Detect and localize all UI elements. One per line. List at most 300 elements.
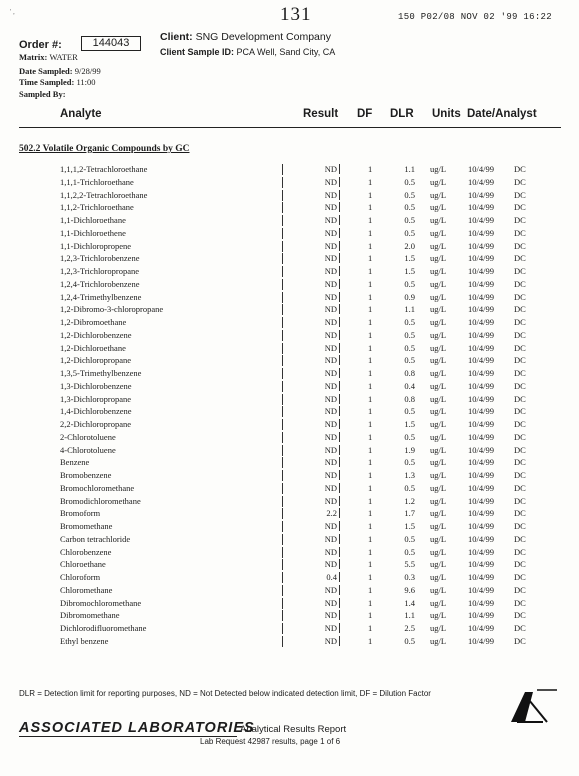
result-cell: ND bbox=[324, 291, 337, 302]
row-divider bbox=[282, 228, 283, 239]
df-cell: 1 bbox=[368, 291, 373, 302]
footnote: DLR = Detection limit for reporting purposes, ND = Not Detected below indicated detection limit, DF = Dilution Factor bbox=[19, 689, 431, 698]
table-row bbox=[0, 177, 579, 190]
analyst-cell: DC bbox=[514, 572, 526, 582]
dlr-cell: 1.5 bbox=[404, 253, 415, 264]
table-row bbox=[0, 610, 579, 623]
date-cell: 10/4/99 bbox=[468, 240, 494, 251]
result-divider bbox=[339, 177, 340, 187]
row-divider bbox=[282, 241, 283, 252]
df-cell: 1 bbox=[368, 521, 373, 531]
analyte-cell: Bromochloromethane bbox=[60, 482, 135, 493]
units-cell: ug/L bbox=[430, 572, 447, 582]
result-cell: ND bbox=[324, 495, 337, 506]
result-cell: ND bbox=[324, 431, 337, 442]
analyst-cell: DC bbox=[514, 482, 526, 493]
dlr-cell: 1.5 bbox=[404, 266, 415, 276]
matrix-label: Matrix: bbox=[19, 52, 48, 62]
analyte-cell: Benzene bbox=[60, 457, 90, 468]
row-divider bbox=[282, 496, 283, 507]
row-divider bbox=[282, 559, 283, 570]
row-divider bbox=[282, 266, 283, 277]
row-divider bbox=[282, 304, 283, 315]
result-cell: ND bbox=[324, 559, 337, 570]
units-cell: ug/L bbox=[430, 342, 447, 353]
analyst-cell: DC bbox=[514, 342, 526, 353]
date-cell: 10/4/99 bbox=[468, 266, 494, 276]
df-cell: 1 bbox=[368, 406, 373, 417]
result-cell: ND bbox=[324, 342, 337, 353]
date-cell: 10/4/99 bbox=[468, 457, 494, 468]
dlr-cell: 0.5 bbox=[404, 189, 415, 200]
analyte-cell: 1,1-Dichloropropene bbox=[60, 240, 132, 251]
dlr-cell: 2.0 bbox=[404, 240, 415, 251]
date-cell: 10/4/99 bbox=[468, 189, 494, 200]
df-cell: 1 bbox=[368, 393, 373, 404]
df-cell: 1 bbox=[368, 431, 373, 442]
table-row bbox=[0, 598, 579, 611]
analyst-cell: DC bbox=[514, 457, 526, 468]
date-cell: 10/4/99 bbox=[468, 482, 494, 493]
analyte-cell: 1,1,1-Trichloroethane bbox=[60, 176, 134, 187]
analyte-cell: 1,2,3-Trichlorobenzene bbox=[60, 253, 140, 264]
units-cell: ug/L bbox=[430, 610, 447, 621]
table-row bbox=[0, 190, 579, 203]
result-divider bbox=[339, 598, 340, 608]
analyte-cell: 1,1,1,2-Tetrachloroethane bbox=[60, 164, 148, 174]
time-sampled-line bbox=[19, 77, 96, 87]
date-sampled-value: 9/28/99 bbox=[74, 66, 101, 76]
result-cell: ND bbox=[324, 610, 337, 621]
table-row bbox=[0, 279, 579, 292]
analyst-cell: DC bbox=[514, 291, 526, 302]
table-row bbox=[0, 470, 579, 483]
analyst-cell: DC bbox=[514, 176, 526, 187]
units-cell: ug/L bbox=[430, 521, 447, 531]
result-cell: ND bbox=[324, 406, 337, 417]
units-cell: ug/L bbox=[430, 431, 447, 442]
row-divider bbox=[282, 177, 283, 188]
units-cell: ug/L bbox=[430, 368, 447, 378]
result-cell: ND bbox=[324, 202, 337, 213]
result-divider bbox=[339, 304, 340, 314]
analyte-cell: Chloroform bbox=[60, 572, 101, 582]
table-row bbox=[0, 483, 579, 496]
row-divider bbox=[282, 432, 283, 443]
dlr-cell: 0.5 bbox=[404, 227, 415, 238]
result-cell: ND bbox=[324, 278, 337, 289]
row-divider bbox=[282, 508, 283, 519]
analyte-cell: Chloromethane bbox=[60, 584, 113, 595]
table-row bbox=[0, 623, 579, 636]
dlr-cell: 0.8 bbox=[404, 393, 415, 404]
result-cell: ND bbox=[324, 457, 337, 468]
table-row bbox=[0, 381, 579, 394]
table-row bbox=[0, 228, 579, 241]
matrix-line bbox=[19, 52, 78, 62]
dlr-cell: 0.5 bbox=[404, 406, 415, 417]
dlr-cell: 1.9 bbox=[404, 444, 415, 455]
df-cell: 1 bbox=[368, 533, 373, 544]
analyte-cell: Bromobenzene bbox=[60, 470, 112, 480]
header-rule bbox=[19, 127, 561, 128]
page-number: 131 bbox=[280, 4, 312, 25]
date-cell: 10/4/99 bbox=[468, 559, 494, 570]
df-cell: 1 bbox=[368, 597, 373, 608]
table-row bbox=[0, 636, 579, 649]
dlr-cell: 1.2 bbox=[404, 495, 415, 506]
row-divider bbox=[282, 521, 283, 532]
df-cell: 1 bbox=[368, 189, 373, 200]
units-cell: ug/L bbox=[430, 355, 447, 366]
units-cell: ug/L bbox=[430, 393, 447, 404]
client-value: SNG Development Company bbox=[195, 31, 331, 43]
units-cell: ug/L bbox=[430, 597, 447, 608]
row-divider bbox=[282, 279, 283, 290]
row-divider bbox=[282, 292, 283, 303]
df-cell: 1 bbox=[368, 329, 373, 340]
result-cell: ND bbox=[324, 470, 337, 480]
df-cell: 1 bbox=[368, 253, 373, 264]
result-divider bbox=[339, 228, 340, 238]
result-cell: ND bbox=[324, 355, 337, 366]
analyte-cell: 1,2-Dichloropropane bbox=[60, 355, 132, 366]
row-divider bbox=[282, 368, 283, 379]
dlr-cell: 1.5 bbox=[404, 521, 415, 531]
analyst-cell: DC bbox=[514, 559, 526, 570]
analyst-cell: DC bbox=[514, 610, 526, 621]
df-cell: 1 bbox=[368, 164, 373, 174]
table-row bbox=[0, 368, 579, 381]
table-row bbox=[0, 343, 579, 356]
sampled-by-label: Sampled By: bbox=[19, 89, 66, 99]
analyte-cell: 1,3-Dichlorobenzene bbox=[60, 380, 132, 391]
table-row bbox=[0, 164, 579, 177]
units-cell: ug/L bbox=[430, 559, 447, 570]
result-divider bbox=[339, 241, 340, 251]
analyte-cell: 2-Chlorotoluene bbox=[60, 431, 116, 442]
result-divider bbox=[339, 559, 340, 569]
date-cell: 10/4/99 bbox=[468, 431, 494, 442]
result-cell: ND bbox=[324, 521, 337, 531]
result-divider bbox=[339, 483, 340, 493]
result-divider bbox=[339, 470, 340, 480]
result-cell: ND bbox=[324, 304, 337, 315]
dlr-cell: 0.5 bbox=[404, 176, 415, 187]
table-row bbox=[0, 253, 579, 266]
date-cell: 10/4/99 bbox=[468, 317, 494, 327]
analyte-cell: Bromomethane bbox=[60, 521, 113, 531]
result-divider bbox=[339, 343, 340, 353]
row-divider bbox=[282, 534, 283, 545]
analyst-cell: DC bbox=[514, 508, 526, 519]
date-cell: 10/4/99 bbox=[468, 278, 494, 289]
dlr-cell: 1.1 bbox=[404, 164, 415, 174]
scan-marks: ' , bbox=[10, 8, 15, 16]
df-cell: 1 bbox=[368, 635, 373, 646]
date-cell: 10/4/99 bbox=[468, 355, 494, 366]
analyst-cell: DC bbox=[514, 470, 526, 480]
analyst-cell: DC bbox=[514, 393, 526, 404]
result-divider bbox=[339, 534, 340, 544]
df-cell: 1 bbox=[368, 584, 373, 595]
df-cell: 1 bbox=[368, 623, 373, 633]
units-cell: ug/L bbox=[430, 508, 447, 519]
analyte-cell: 1,3,5-Trimethylbenzene bbox=[60, 368, 142, 378]
table-row bbox=[0, 547, 579, 560]
result-cell: ND bbox=[324, 329, 337, 340]
result-cell: ND bbox=[324, 584, 337, 595]
table-row bbox=[0, 304, 579, 317]
result-divider bbox=[339, 610, 340, 620]
row-divider bbox=[282, 457, 283, 468]
analyst-cell: DC bbox=[514, 253, 526, 264]
units-cell: ug/L bbox=[430, 635, 447, 646]
analyst-cell: DC bbox=[514, 227, 526, 238]
table-row bbox=[0, 432, 579, 445]
analyte-cell: Dichlorodifluoromethane bbox=[60, 623, 147, 633]
analyte-cell: Dibromochloromethane bbox=[60, 597, 142, 608]
analyte-cell: Chloroethane bbox=[60, 559, 106, 570]
units-cell: ug/L bbox=[430, 240, 447, 251]
units-cell: ug/L bbox=[430, 215, 447, 225]
units-cell: ug/L bbox=[430, 419, 447, 429]
analyst-cell: DC bbox=[514, 406, 526, 417]
result-divider bbox=[339, 406, 340, 416]
result-cell: ND bbox=[324, 368, 337, 378]
analyte-cell: Ethyl benzene bbox=[60, 635, 109, 646]
date-cell: 10/4/99 bbox=[468, 623, 494, 633]
dlr-cell: 0.5 bbox=[404, 635, 415, 646]
result-cell: ND bbox=[324, 533, 337, 544]
row-divider bbox=[282, 253, 283, 264]
df-cell: 1 bbox=[368, 470, 373, 480]
row-divider bbox=[282, 330, 283, 341]
df-cell: 1 bbox=[368, 610, 373, 621]
report-name: Analytical Results Report bbox=[240, 724, 347, 735]
row-divider bbox=[282, 394, 283, 405]
row-divider bbox=[282, 406, 283, 417]
result-cell: ND bbox=[324, 419, 337, 429]
units-cell: ug/L bbox=[430, 202, 447, 213]
row-divider bbox=[282, 610, 283, 621]
result-divider bbox=[339, 266, 340, 276]
units-cell: ug/L bbox=[430, 495, 447, 506]
result-divider bbox=[339, 572, 340, 582]
lab-request: Lab Request 42987 results, page 1 of 6 bbox=[200, 737, 341, 746]
dlr-cell: 0.3 bbox=[404, 572, 415, 582]
df-cell: 1 bbox=[368, 508, 373, 519]
analyte-cell: Chlorobenzene bbox=[60, 546, 112, 557]
analyst-cell: DC bbox=[514, 304, 526, 315]
result-divider bbox=[339, 368, 340, 378]
df-cell: 1 bbox=[368, 546, 373, 557]
analyst-cell: DC bbox=[514, 215, 526, 225]
dlr-cell: 1.3 bbox=[404, 470, 415, 480]
analyst-cell: DC bbox=[514, 164, 526, 174]
row-divider bbox=[282, 202, 283, 213]
result-cell: ND bbox=[324, 635, 337, 646]
dlr-cell: 0.5 bbox=[404, 457, 415, 468]
analyst-cell: DC bbox=[514, 584, 526, 595]
table-row bbox=[0, 355, 579, 368]
analyte-cell: 1,2,4-Trichlorobenzene bbox=[60, 278, 140, 289]
table-row bbox=[0, 394, 579, 407]
analyst-cell: DC bbox=[514, 623, 526, 633]
result-divider bbox=[339, 190, 340, 200]
units-cell: ug/L bbox=[430, 444, 447, 455]
date-cell: 10/4/99 bbox=[468, 215, 494, 225]
analyte-cell: 1,4-Dichlorobenzene bbox=[60, 406, 132, 417]
analyst-cell: DC bbox=[514, 202, 526, 213]
result-cell: ND bbox=[324, 546, 337, 557]
dlr-cell: 1.4 bbox=[404, 597, 415, 608]
order-number: 144043 bbox=[81, 36, 141, 51]
analyte-cell: 1,2-Dichloroethane bbox=[60, 342, 126, 353]
table-row bbox=[0, 521, 579, 534]
table-row bbox=[0, 457, 579, 470]
date-cell: 10/4/99 bbox=[468, 572, 494, 582]
analyst-cell: DC bbox=[514, 521, 526, 531]
result-cell: ND bbox=[324, 597, 337, 608]
column-header-date-analyst: Date/Analyst bbox=[467, 108, 537, 120]
units-cell: ug/L bbox=[430, 329, 447, 340]
df-cell: 1 bbox=[368, 368, 373, 378]
units-cell: ug/L bbox=[430, 176, 447, 187]
analyst-cell: DC bbox=[514, 495, 526, 506]
date-cell: 10/4/99 bbox=[468, 329, 494, 340]
df-cell: 1 bbox=[368, 227, 373, 238]
units-cell: ug/L bbox=[430, 253, 447, 264]
table-row bbox=[0, 330, 579, 343]
dlr-cell: 0.5 bbox=[404, 546, 415, 557]
lab-logo-icon bbox=[503, 686, 559, 726]
row-divider bbox=[282, 572, 283, 583]
dlr-cell: 0.5 bbox=[404, 278, 415, 289]
result-cell: ND bbox=[324, 253, 337, 264]
analyst-cell: DC bbox=[514, 635, 526, 646]
df-cell: 1 bbox=[368, 482, 373, 493]
row-divider bbox=[282, 317, 283, 328]
analyte-cell: 1,2-Dichlorobenzene bbox=[60, 329, 132, 340]
analyte-cell: 1,2-Dibromo-3-chloropropane bbox=[60, 304, 164, 315]
fax-header: 150 P02/08 NOV 02 '99 16:22 bbox=[398, 12, 552, 22]
date-cell: 10/4/99 bbox=[468, 419, 494, 429]
analyte-cell: Bromodichloromethane bbox=[60, 495, 141, 506]
result-divider bbox=[339, 585, 340, 595]
result-cell: 0.4 bbox=[326, 572, 337, 582]
column-header-df: DF bbox=[357, 108, 373, 120]
result-cell: ND bbox=[324, 164, 337, 174]
row-divider bbox=[282, 547, 283, 558]
units-cell: ug/L bbox=[430, 406, 447, 417]
table-row bbox=[0, 496, 579, 509]
result-divider bbox=[339, 445, 340, 455]
result-divider bbox=[339, 508, 340, 518]
units-cell: ug/L bbox=[430, 227, 447, 238]
result-divider bbox=[339, 317, 340, 327]
dlr-cell: 1.1 bbox=[404, 610, 415, 621]
date-cell: 10/4/99 bbox=[468, 380, 494, 391]
units-cell: ug/L bbox=[430, 623, 447, 633]
date-cell: 10/4/99 bbox=[468, 444, 494, 455]
date-cell: 10/4/99 bbox=[468, 291, 494, 302]
table-row bbox=[0, 534, 579, 547]
date-cell: 10/4/99 bbox=[468, 202, 494, 213]
df-cell: 1 bbox=[368, 176, 373, 187]
units-cell: ug/L bbox=[430, 164, 447, 174]
table-row bbox=[0, 266, 579, 279]
analyte-cell: Bromoform bbox=[60, 508, 101, 519]
row-divider bbox=[282, 585, 283, 596]
analyst-cell: DC bbox=[514, 546, 526, 557]
table-row bbox=[0, 445, 579, 458]
table-row bbox=[0, 419, 579, 432]
row-divider bbox=[282, 470, 283, 481]
date-cell: 10/4/99 bbox=[468, 368, 494, 378]
result-divider bbox=[339, 432, 340, 442]
analyst-cell: DC bbox=[514, 240, 526, 251]
df-cell: 1 bbox=[368, 202, 373, 213]
df-cell: 1 bbox=[368, 559, 373, 570]
analyte-cell: 1,1,2-Trichloroethane bbox=[60, 202, 134, 213]
df-cell: 1 bbox=[368, 240, 373, 251]
df-cell: 1 bbox=[368, 278, 373, 289]
date-cell: 10/4/99 bbox=[468, 546, 494, 557]
df-cell: 1 bbox=[368, 419, 373, 429]
table-row bbox=[0, 292, 579, 305]
result-divider bbox=[339, 164, 340, 174]
lab-name: ASSOCIATED LABORATORIES bbox=[19, 720, 255, 736]
row-divider bbox=[282, 215, 283, 226]
result-cell: ND bbox=[324, 482, 337, 493]
result-cell: ND bbox=[324, 317, 337, 327]
section-title: 502.2 Volatile Organic Compounds by GC bbox=[19, 144, 190, 154]
time-sampled-value: 11:00 bbox=[76, 77, 96, 87]
dlr-cell: 1.1 bbox=[404, 304, 415, 315]
date-cell: 10/4/99 bbox=[468, 393, 494, 404]
dlr-cell: 0.5 bbox=[404, 317, 415, 327]
units-cell: ug/L bbox=[430, 317, 447, 327]
dlr-cell: 1.5 bbox=[404, 419, 415, 429]
units-cell: ug/L bbox=[430, 546, 447, 557]
analyte-cell: 1,3-Dichloropropane bbox=[60, 393, 132, 404]
analyte-cell: 2,2-Dichloropropane bbox=[60, 419, 132, 429]
date-cell: 10/4/99 bbox=[468, 584, 494, 595]
date-cell: 10/4/99 bbox=[468, 253, 494, 264]
dlr-cell: 0.8 bbox=[404, 368, 415, 378]
analyte-cell: 1,2-Dibromoethane bbox=[60, 317, 127, 327]
table-row bbox=[0, 317, 579, 330]
analyst-cell: DC bbox=[514, 368, 526, 378]
result-divider bbox=[339, 394, 340, 404]
result-cell: ND bbox=[324, 227, 337, 238]
client-sample-line bbox=[160, 47, 335, 57]
analyst-cell: DC bbox=[514, 355, 526, 366]
analyst-cell: DC bbox=[514, 329, 526, 340]
result-divider bbox=[339, 381, 340, 391]
units-cell: ug/L bbox=[430, 380, 447, 391]
result-cell: ND bbox=[324, 393, 337, 404]
result-cell: ND bbox=[324, 444, 337, 455]
date-cell: 10/4/99 bbox=[468, 635, 494, 646]
analyte-cell: 1,1-Dichloroethene bbox=[60, 227, 126, 238]
row-divider bbox=[282, 445, 283, 456]
date-cell: 10/4/99 bbox=[468, 227, 494, 238]
time-sampled-label: Time Sampled: bbox=[19, 77, 75, 87]
result-divider bbox=[339, 355, 340, 365]
analyst-cell: DC bbox=[514, 431, 526, 442]
